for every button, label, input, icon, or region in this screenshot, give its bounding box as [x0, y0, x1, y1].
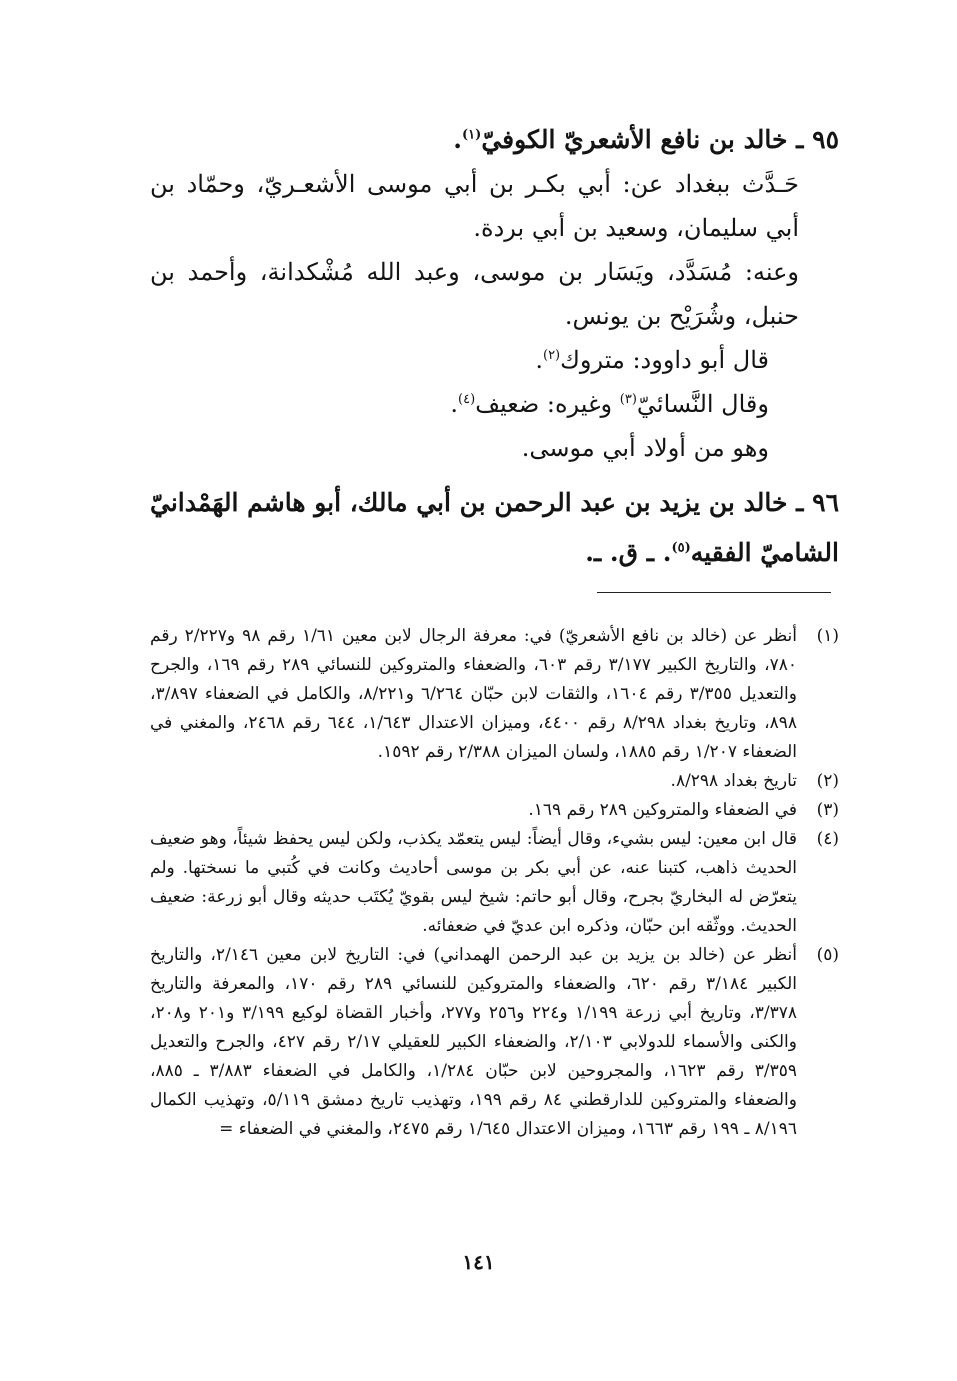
footnote-ref-1[interactable]: (١): [462, 127, 482, 143]
footnote-separator: [597, 592, 831, 593]
footnote-ref-3[interactable]: (٣): [619, 392, 637, 407]
footnote-3: [150, 796, 839, 825]
footnote-number: (٤): [816, 829, 839, 849]
footnotes: [150, 622, 839, 1144]
footnote-number: (١): [816, 626, 839, 646]
biography-section: [150, 118, 839, 578]
entry-95-nasai-verdict: وقال النَّسائيّ$^{(٣)}$ وغيره: ضعيف$^{(٤)}$.: [450, 390, 769, 418]
footnote-text: أنظر عن (خالد بن يزيد بن عبد الرحمن الهمداني) في: التاريخ لابن معين ٢/١٤٦، والتاريخ الكبير ٣/١٨٤ رقم ٦٢٠، والضعفاء والمتروكين للنسائي ٢٨٩ رقم ١٧٠، والمعرفة والتاريخ ٣/٣٧٨، وتاريخ أبي زرعة ١/١٩٩ و٢٢٤ و٢٥٦ و٢٧٧، وأخبار القضاة لوكيع ٣/١٩٩ و٢٠١ و٢٠٨، والكنى والأسماء للدولابي ٢/١٠٣، والضعفاء الكبير للعقيلي ٢/١٧ رقم ٤٢٧، والجرح والتعديل ٣/٣٥٩ رقم ١٦٢٣، والمجروحين لابن حبّان ١/٢٨٤، والكامل في الضعفاء ٣/٨٨٣ ـ ٨٨٥، والضعفاء والمتروكين للدارقطني ٨٤ رقم ١٩٩، وتهذيب تاريخ دمشق ٥/١١٩، وتهذيب الكمال ٨/١٩٦ ـ ١٩٩ رقم ١٦٦٣، وميزان الاعتدال ١/٦٤٥ رقم ٢٤٧٥، والمغني في الضعفاء =: [150, 945, 798, 1139]
footnote-2: [150, 767, 839, 796]
entry-95-title: ٩٥ ـ خالد بن نافع الأشعريّ الكوفيّ$^{(١)}$.: [453, 125, 839, 154]
entry-96-title: ٩٦ ـ خالد بن يزيد بن عبد الرحمن بن أبي مالك، أبو هاشم الهَمْدانيّ الشاميّ الفقيه$^{(٥)}$. ـ ق. ـ.: [150, 488, 839, 567]
footnote-ref-2[interactable]: (٢): [542, 348, 561, 363]
footnote-5: [150, 941, 839, 1144]
footnote-number: (٥): [816, 945, 839, 965]
footnote-number: (٢): [816, 771, 839, 791]
footnote-ref-5[interactable]: (٥): [671, 540, 691, 556]
entry-95-narrated-from: حَـدَّث ببغداد عن: أبي بكـر بن أبي موسى الأشعـريّ، وحمّاد بن أبي سليمان، وسعيد بن أبي بردة.: [150, 170, 799, 242]
footnote-text: في الضعفاء والمتروكين ٢٨٩ رقم ١٦٩.: [528, 800, 797, 820]
footnote-4: [150, 825, 839, 941]
footnote-number: (٣): [816, 800, 839, 820]
footnote-text: قال ابن معين: ليس بشيء، وقال أيضاً: ليس يتعمّد يكذب، ولكن ليس يحفظ شيئاً، وهو ضعيف الحديث ذاهب، كتبنا عنه، عن أبي بكر بن موسى أحاديث وكانت في كُتبي ما نسختها. ولم يتعرّض له البخاريّ بجرح، وقال أبو حاتم: شيخ ليس بقويّ يُكتَب حديثه وقال أبو زرعة: ضعيف الحديث. ووثّقه ابن حبّان، وذكره ابن عديّ في ضعفائه.: [150, 829, 797, 936]
footnote-text: تاريخ بغداد ٨/٢٩٨.: [670, 771, 797, 791]
footnote-text: أنظر عن (خالد بن نافع الأشعريّ) في: معرفة الرجال لابن معين ١/٦١ رقم ٩٨ و٢/٢٢٧ رقم ٧٨٠، والتاريخ الكبير ٣/١٧٧ رقم ٦٠٣، والضعفاء والمتروكين للنسائي ٢٨٩ رقم ١٦٩، والجرح والتعديل ٣/٣٥٥ رقم ١٦٠٤، والثقات لابن حبّان ٦/٢٦٤ و٨/٢٢١، والكامل في الضعفاء ٣/٨٩٧، ٨٩٨، وتاريخ بغداد ٨/٢٩٨ رقم ٤٤٠٠، وميزان الاعتدال ١/٦٤٣، ٦٤٤ رقم ٢٤٦٨، والمغني في الضعفاء ١/٢٠٧ رقم ١٨٨٥، ولسان الميزان ٢/٣٨٨ رقم ١٥٩٢.: [150, 626, 798, 762]
footnote-1: [150, 622, 839, 767]
footnote-ref-4[interactable]: (٤): [458, 392, 476, 407]
entry-95-abu-dawud-verdict: قال أبو داوود: متروك$^{(٢)}$.: [535, 346, 769, 374]
entry-95-lineage: وهو من أولاد أبي موسى.: [521, 434, 769, 462]
page-number: ١٤١: [462, 1250, 495, 1274]
entry-95-narrators: وعنه: مُسَدَّد، ويَسَار بن موسى، وعبد الله مُشْكدانة، وأحمد بن حنبل، وشُرَيْح بن يونس.: [150, 258, 799, 330]
